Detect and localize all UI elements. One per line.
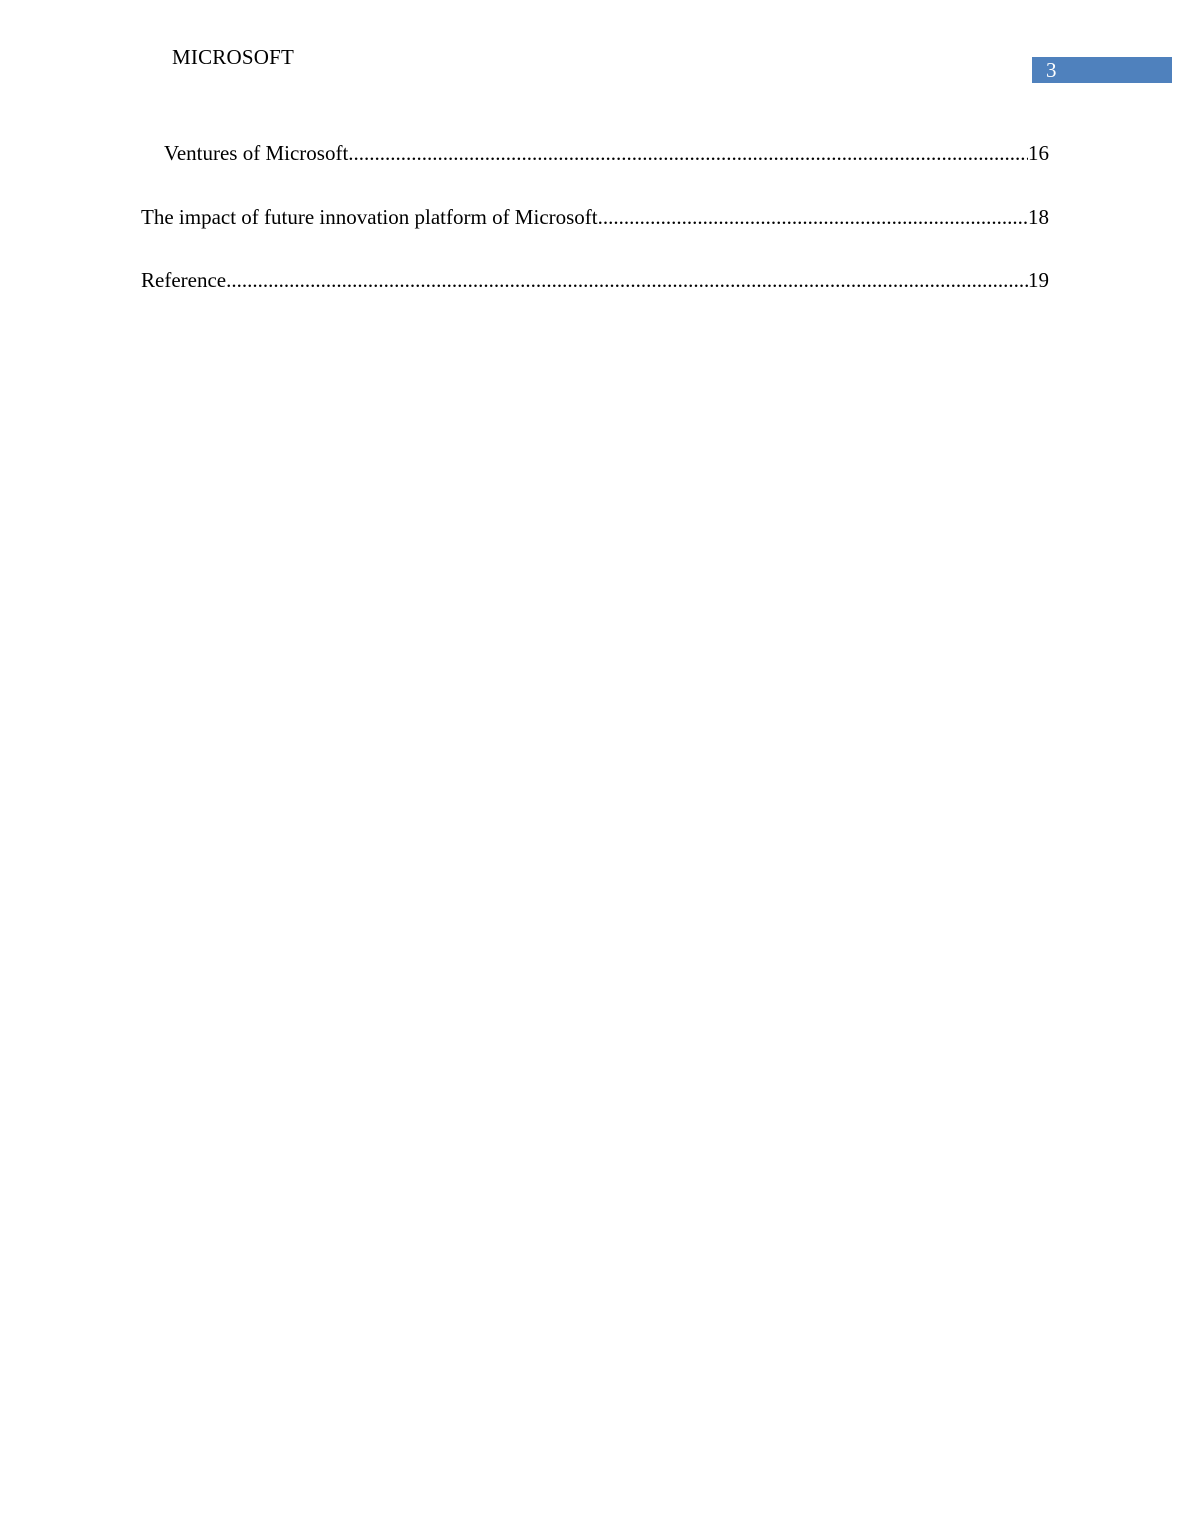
toc-entry-title: Reference [141,268,227,292]
toc-entry-title: The impact of future innovation platform of Microsoft [141,205,598,229]
toc-entry-page: 16 [1028,141,1049,165]
toc-dot-leader [598,204,1028,230]
toc-entry-ventures[interactable] [164,140,1049,166]
toc-dot-leader [226,267,1028,293]
toc-dot-leader [348,140,1028,166]
toc-entry-future-innovation[interactable] [141,204,1049,230]
toc-entry-page: 19 [1028,268,1049,292]
toc-entry-title: Ventures of Microsoft [164,141,349,165]
running-head: MICROSOFT [172,45,294,69]
page-number-badge [1032,57,1172,83]
page-number: 3 [1046,58,1057,82]
toc-entry-reference[interactable] [141,267,1049,293]
toc-entry-page: 18 [1028,205,1049,229]
